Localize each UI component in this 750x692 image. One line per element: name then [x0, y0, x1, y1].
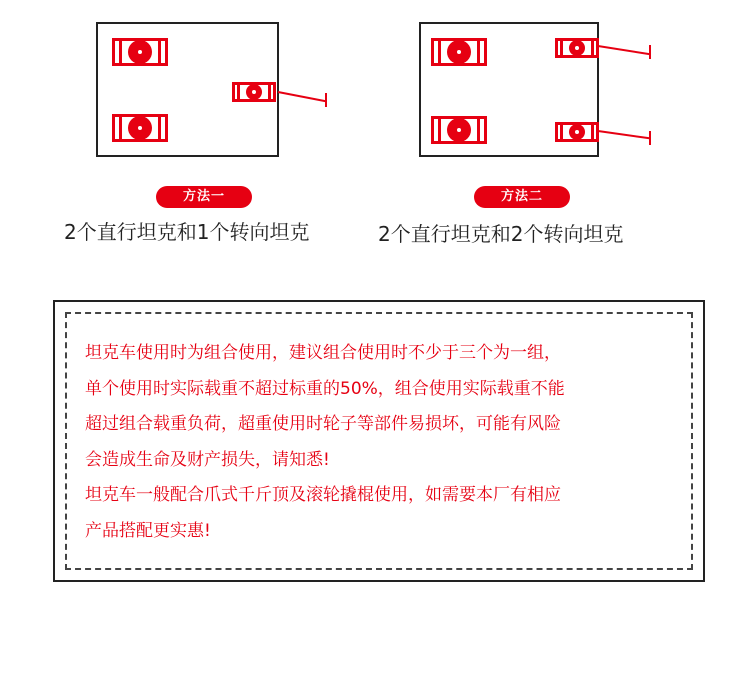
steering-handle-end	[649, 45, 651, 59]
method-2-caption: 2个直行坦克和2个转向坦克	[378, 222, 624, 246]
notice-dashed-border	[65, 312, 693, 570]
notice-line: 单个使用时实际载重不超过标重的50%，组合使用实际载重不能	[85, 378, 565, 399]
straight-tank-icon	[112, 114, 168, 142]
steering-tank-icon	[232, 82, 276, 102]
method-2-badge: 方法二	[474, 186, 570, 208]
notice-line: 产品搭配更实惠!	[85, 520, 211, 541]
notice-line: 会造成生命及财产损失，请知悉!	[85, 449, 330, 470]
notice-box	[53, 300, 705, 582]
notice-line: 坦克车使用时为组合使用，建议组合使用时不少于三个为一组，	[85, 343, 561, 363]
method-1-badge: 方法一	[156, 186, 252, 208]
steering-handle-end	[325, 93, 327, 107]
steering-handle-icon	[598, 130, 650, 139]
method-2-diagram	[419, 22, 599, 157]
straight-tank-icon	[112, 38, 168, 66]
method-1-caption: 2个直行坦克和1个转向坦克	[64, 220, 310, 244]
steering-handle-end	[649, 131, 651, 145]
straight-tank-icon	[431, 116, 487, 144]
straight-tank-icon	[431, 38, 487, 66]
method-1-diagram	[96, 22, 279, 157]
notice-text	[85, 336, 679, 549]
notice-line: 超过组合载重负荷，超重使用时轮子等部件易损坏，可能有风险	[85, 414, 561, 434]
steering-handle-icon	[278, 91, 325, 102]
notice-line: 坦克车一般配合爪式千斤顶及滚轮撬棍使用，如需要本厂有相应	[85, 485, 561, 505]
steering-handle-icon	[598, 45, 650, 55]
steering-tank-icon	[555, 38, 599, 58]
steering-tank-icon	[555, 122, 599, 142]
